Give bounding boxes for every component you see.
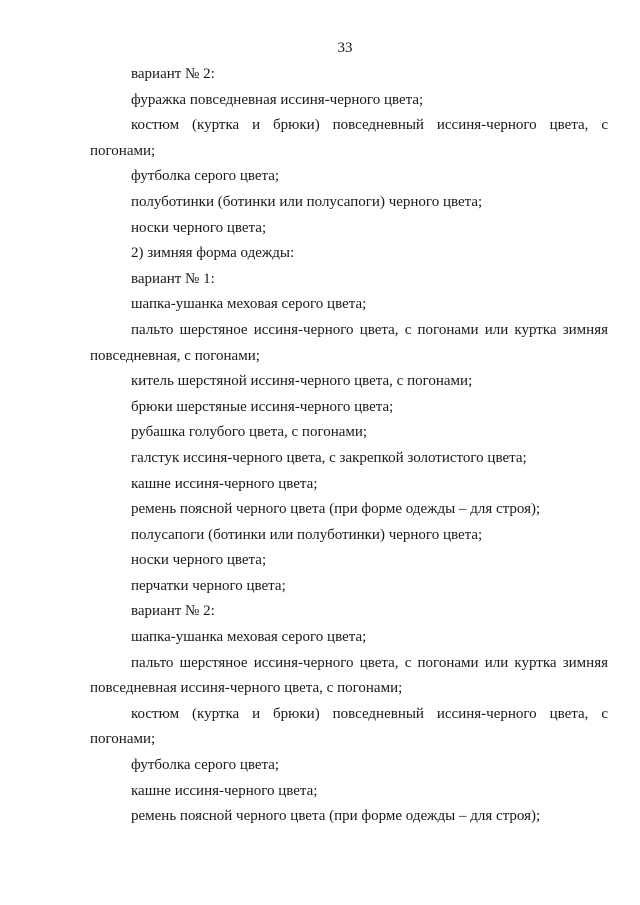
paragraph: вариант № 1: <box>131 270 215 287</box>
paragraph: фуражка повседневная иссиня-черного цвета; <box>131 91 424 108</box>
paragraph: костюм (куртка и брюки) повседневный иссиня-черного цвета, с погонами; <box>90 705 608 748</box>
paragraph: рубашка голубого цвета, с погонами; <box>131 424 368 441</box>
paragraph: 2) зимняя форма одежды: <box>131 245 295 262</box>
paragraph: футболка серого цвета; <box>131 168 280 185</box>
paragraph: галстук иссиня-черного цвета, с закрепкой золотистого цвета; <box>131 449 527 466</box>
paragraph: кашне иссиня-черного цвета; <box>131 475 318 492</box>
paragraph: ремень поясной черного цвета (при форме одежды – для строя); <box>131 808 541 825</box>
paragraph: футболка серого цвета; <box>131 757 280 774</box>
paragraph: брюки шерстяные иссиня-черного цвета; <box>131 398 394 415</box>
paragraph: пальто шерстяное иссиня-черного цвета, с погонами или куртка зимняя повседневная, с погонами; <box>90 321 608 364</box>
paragraph: костюм (куртка и брюки) повседневный иссиня-черного цвета, с погонами; <box>90 117 608 159</box>
paragraph: шапка-ушанка меховая серого цвета; <box>131 296 367 313</box>
paragraph: шапка-ушанка меховая серого цвета; <box>131 629 367 646</box>
paragraph: пальто шерстяное иссиня-черного цвета, с погонами или куртка зимняя повседневная иссиня-черного цвета, с погонами; <box>90 654 608 697</box>
page-number: 33 <box>337 40 353 56</box>
paragraph: вариант № 2: <box>131 66 215 82</box>
paragraph: носки черного цвета; <box>131 219 267 236</box>
document-body <box>90 62 608 830</box>
paragraph: китель шерстяной иссиня-черного цвета, с погонами; <box>131 373 473 390</box>
paragraph: полуботинки (ботинки или полусапоги) черного цвета; <box>131 193 483 210</box>
paragraph: носки черного цвета; <box>131 552 267 569</box>
paragraph: перчатки черного цвета; <box>131 577 286 594</box>
paragraph: кашне иссиня-черного цвета; <box>131 782 318 799</box>
paragraph: вариант № 2: <box>131 603 215 620</box>
paragraph: ремень поясной черного цвета (при форме одежды – для строя); <box>131 501 541 518</box>
paragraph: полусапоги (ботинки или полуботинки) черного цвета; <box>131 526 483 543</box>
